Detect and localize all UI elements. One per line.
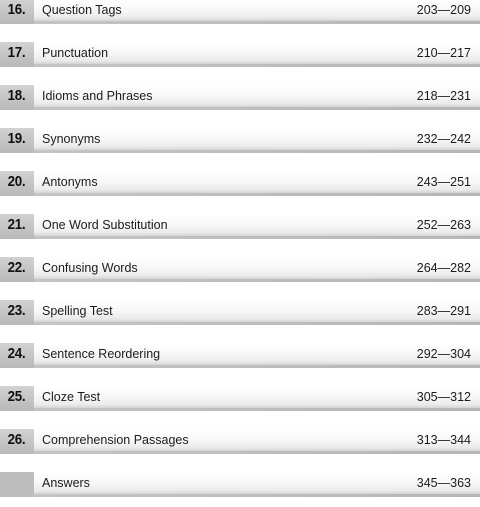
chapter-number: 18. — [7, 88, 26, 104]
chapter-number: 19. — [7, 131, 26, 147]
toc-entry-synonyms[interactable] — [0, 120, 480, 163]
entry-bar — [34, 386, 480, 411]
entry-bar — [34, 128, 480, 153]
page-range: 313—344 — [416, 433, 471, 447]
page-range: 264—282 — [416, 261, 471, 275]
chapter-title: Cloze Test — [42, 390, 101, 404]
page-range: 283—291 — [416, 304, 471, 318]
toc-entry-answers[interactable] — [0, 464, 480, 507]
chapter-number-box — [0, 472, 34, 497]
chapter-title: Antonyms — [42, 175, 98, 189]
page-range: 292—304 — [416, 347, 471, 361]
chapter-title: Synonyms — [42, 132, 101, 146]
chapter-title: Idioms and Phrases — [42, 89, 153, 103]
toc-entry-sentence-reordering[interactable] — [0, 335, 480, 378]
page-range: 305—312 — [416, 390, 471, 404]
toc-entry-comprehension-passages[interactable] — [0, 421, 480, 464]
page-range: 243—251 — [416, 175, 471, 189]
toc-entry-confusing-words[interactable] — [0, 249, 480, 292]
chapter-title: Punctuation — [42, 46, 109, 60]
toc-entry-antonyms[interactable] — [0, 163, 480, 206]
toc-entry-punctuation[interactable] — [0, 34, 480, 77]
toc-entry-idioms-and-phrases[interactable] — [0, 77, 480, 120]
page-range: 218—231 — [416, 89, 471, 103]
chapter-number: 22. — [7, 260, 26, 276]
chapter-number: 25. — [7, 389, 26, 405]
chapter-title: One Word Substitution — [42, 218, 168, 232]
toc-entry-spelling-test[interactable] — [0, 292, 480, 335]
chapter-number: 17. — [7, 45, 26, 61]
page-range: 203—209 — [416, 3, 471, 17]
chapter-number: 26. — [7, 432, 26, 448]
toc-entry-one-word-substitution[interactable] — [0, 206, 480, 249]
toc-entry-cloze-test[interactable] — [0, 378, 480, 421]
chapter-number: 21. — [7, 217, 26, 233]
page-range: 345—363 — [416, 476, 471, 490]
chapter-number: 16. — [7, 2, 26, 18]
chapter-title: Answers — [42, 476, 90, 490]
chapter-title: Question Tags — [42, 3, 122, 17]
entry-bar — [34, 472, 480, 497]
page-range: 252—263 — [416, 218, 471, 232]
entry-bar — [34, 171, 480, 196]
chapter-number: 20. — [7, 174, 26, 190]
toc-entry-question-tags[interactable] — [0, 0, 480, 34]
chapter-number: 24. — [7, 346, 26, 362]
page-range: 210—217 — [416, 46, 471, 60]
chapter-title: Confusing Words — [42, 261, 138, 275]
page-range: 232—242 — [416, 132, 471, 146]
chapter-number: 23. — [7, 303, 26, 319]
chapter-title: Spelling Test — [42, 304, 113, 318]
chapter-title: Sentence Reordering — [42, 347, 161, 361]
chapter-title: Comprehension Passages — [42, 433, 189, 447]
